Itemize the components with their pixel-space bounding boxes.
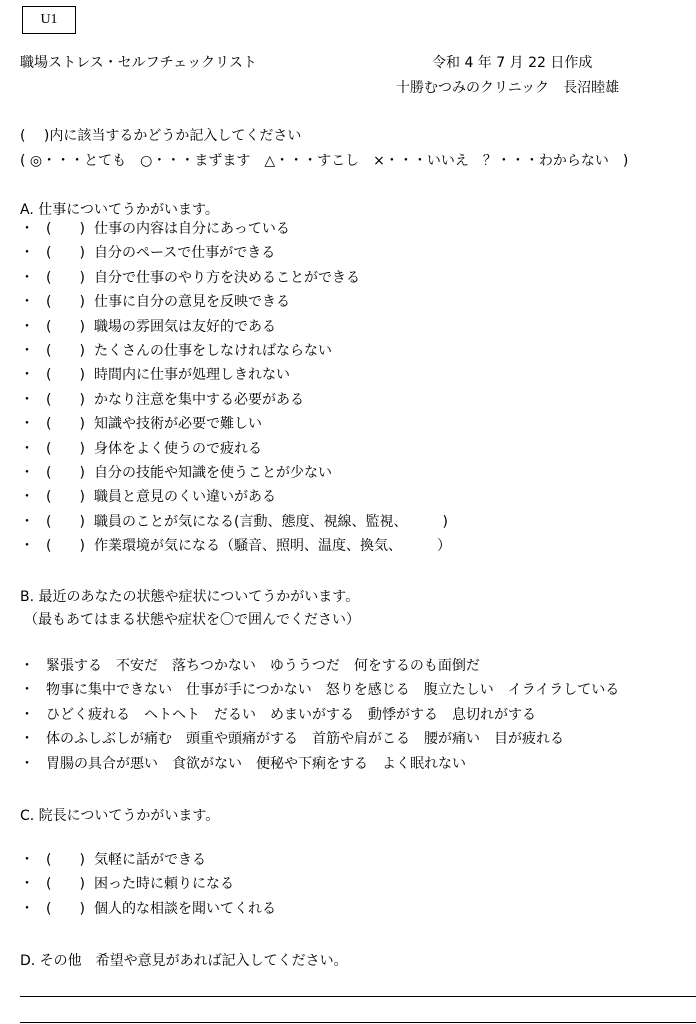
answer-line-1: [20, 996, 696, 997]
sectionA-item[interactable]: [20, 413, 262, 435]
item-text: 胃腸の具合が悪い 食欲がない 便秘や下痢をする よく眠れない: [46, 755, 466, 772]
item-text: 自分で仕事のやり方を決めることができる: [94, 269, 360, 286]
item-text: かなり注意を集中する必要がある: [94, 391, 304, 408]
sectionA-item[interactable]: [20, 364, 290, 386]
sectionA-item[interactable]: [20, 535, 451, 557]
answer-blank[interactable]: ( ): [46, 391, 85, 408]
bullet: ・: [20, 269, 34, 286]
bullet: ・: [20, 343, 34, 359]
item-text: 仕事に自分の意見を反映できる: [94, 294, 290, 311]
answer-blank[interactable]: ( ): [46, 440, 85, 457]
bullet: ・: [20, 294, 34, 311]
sectionA-item[interactable]: [20, 242, 275, 264]
answer-blank[interactable]: ( ): [46, 245, 85, 262]
bullet: ・: [20, 538, 34, 555]
document-id-box: U1: [22, 6, 76, 34]
item-text: 自分のペースで仕事ができる: [94, 245, 276, 262]
answer-blank[interactable]: ( ): [46, 367, 85, 384]
item-text: 仕事の内容は自分にあっている: [94, 221, 290, 237]
answer-blank[interactable]: ( ): [46, 900, 85, 917]
bullet: ・: [20, 658, 34, 674]
section-c-heading: C. 院長についてうかがいます。: [20, 808, 220, 824]
answer-blank[interactable]: ( ): [46, 513, 85, 530]
creation-date: 令和 4 年 7 月 22 日作成: [432, 55, 593, 71]
answer-blank[interactable]: ( ): [46, 538, 85, 555]
bullet: ・: [20, 876, 34, 893]
answer-blank[interactable]: ( ): [46, 489, 85, 506]
sectionA-item[interactable]: [20, 340, 332, 362]
item-text: ひどく疲れる ヘトヘト だるい めまいがする 動悸がする 息切れがする: [46, 706, 536, 723]
answer-blank[interactable]: ( ): [46, 269, 85, 286]
item-text: 身体をよく使うので疲れる: [94, 440, 262, 457]
sectionC-item[interactable]: [20, 873, 234, 895]
section-b-subheading: （最もあてはまる状態や症状を〇で囲んでください）: [24, 612, 360, 628]
sectionC-item[interactable]: [20, 898, 276, 920]
item-text: 職員のことが気になる(言動、態度、視線、監視、 ): [94, 513, 448, 530]
bullet: ・: [20, 221, 34, 237]
item-text: 職員と意見のくい違いがある: [94, 489, 276, 506]
sectionC-item[interactable]: [20, 849, 206, 871]
author-line: 十勝むつみのクリニック 長沼睦雄: [396, 80, 620, 96]
item-text: 物事に集中できない 仕事が手につかない 怒りを感じる 腹立たしい イライラしている: [46, 682, 620, 699]
bullet: ・: [20, 391, 34, 408]
bullet: ・: [20, 755, 34, 772]
item-text: 知識や技術が必要で難しい: [94, 416, 262, 433]
item-text: たくさんの仕事をしなければならない: [94, 343, 332, 359]
answer-blank[interactable]: ( ): [46, 852, 85, 868]
item-text: 気軽に話ができる: [94, 852, 206, 868]
bullet: ・: [20, 731, 34, 748]
item-text: 時間内に仕事が処理しきれない: [94, 367, 290, 384]
answer-blank[interactable]: ( ): [46, 876, 85, 893]
bullet: ・: [20, 489, 34, 506]
answer-blank[interactable]: ( ): [46, 343, 85, 359]
bullet: ・: [20, 852, 34, 868]
sectionA-item[interactable]: [20, 438, 262, 460]
item-text: 個人的な相談を聞いてくれる: [94, 900, 276, 917]
item-text: 自分の技能や知識を使うことが少ない: [94, 465, 332, 481]
item-text: 緊張する 不安だ 落ちつかない ゆううつだ 何をするのも面倒だ: [46, 658, 480, 674]
answer-blank[interactable]: ( ): [46, 221, 85, 237]
sectionA-item[interactable]: [20, 389, 304, 411]
bullet: ・: [20, 318, 34, 335]
answer-line-2: [20, 1022, 696, 1023]
item-text: 職場の雰囲気は友好的である: [94, 318, 276, 335]
sectionA-item[interactable]: [20, 486, 276, 508]
section-a-heading: A. 仕事についてうかがいます。: [20, 202, 219, 218]
bullet: ・: [20, 706, 34, 723]
bullet: ・: [20, 440, 34, 457]
bullet: ・: [20, 416, 34, 433]
sectionA-item[interactable]: [20, 218, 290, 240]
sectionB-item: [20, 655, 480, 677]
answer-blank[interactable]: ( ): [46, 465, 85, 481]
sectionB-item: [20, 753, 466, 775]
item-text: 体のふしぶしが痛む 頭重や頭痛がする 首筋や肩がこる 腰が痛い 目が疲れる: [46, 731, 564, 748]
bullet: ・: [20, 367, 34, 384]
rating-legend: ( ◎・・・とても ○・・・まずます △・・・すこし ×・・・いいえ ？・・・わからない ): [20, 153, 629, 169]
answer-blank[interactable]: ( ): [46, 416, 85, 433]
section-b-heading: B. 最近のあなたの状態や症状についてうかがいます。: [20, 589, 360, 605]
sectionB-item: [20, 679, 619, 701]
bullet: ・: [20, 465, 34, 481]
instruction-text: ( )内に該当するかどうか記入してください: [20, 128, 302, 144]
bullet: ・: [20, 245, 34, 262]
sectionA-item[interactable]: [20, 511, 448, 533]
bullet: ・: [20, 900, 34, 917]
item-text: 困った時に頼りになる: [94, 876, 234, 893]
answer-blank[interactable]: ( ): [46, 294, 85, 311]
sectionA-item[interactable]: [20, 267, 360, 289]
sectionA-item[interactable]: [20, 462, 332, 484]
sectionB-item: [20, 704, 536, 726]
sectionA-item[interactable]: [20, 316, 276, 338]
section-d-heading: D. その他 希望や意見があれば記入してください。: [20, 953, 348, 969]
bullet: ・: [20, 682, 34, 699]
item-text: 作業環境が気になる（騒音、照明、温度、換気、 ）: [94, 538, 451, 555]
answer-blank[interactable]: ( ): [46, 318, 85, 335]
sectionB-item: [20, 728, 564, 750]
bullet: ・: [20, 513, 34, 530]
sectionA-item[interactable]: [20, 291, 290, 313]
document-title: 職場ストレス・セルフチェックリスト: [20, 55, 257, 71]
